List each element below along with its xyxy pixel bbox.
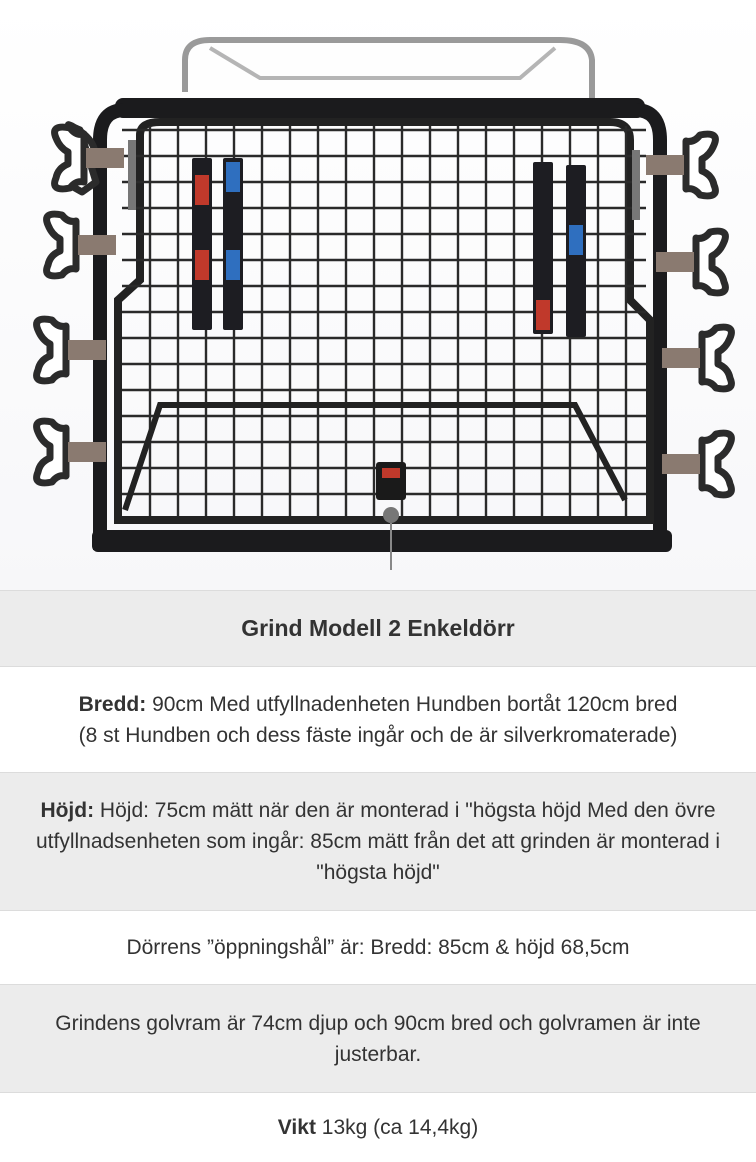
product-title: Grind Modell 2 Enkeldörr (241, 615, 515, 641)
spec-width-row (0, 666, 756, 772)
spec-height-row (0, 772, 756, 910)
spec-floor: Grindens golvram är 74cm djup och 90cm bred och golvramen är inte justerbar. (55, 1011, 701, 1066)
spec-weight-row (0, 1092, 756, 1162)
spec-height-value: Höjd: 75cm mätt när den är monterad i "högsta höjd Med den övre utfyllnadsenheten som ingår: 85cm mätt från det att grinden är monterad i "högsta höjd" (35, 799, 721, 884)
product-title-row (0, 590, 756, 666)
spec-door-row (0, 910, 756, 984)
spec-width (79, 689, 678, 751)
spec-door: Dörrens ”öppningshål” är: Bredd: 85cm & höjd 68,5cm (126, 936, 630, 959)
spec-width-value: 90cm Med utfyllnadenheten Hundben bortåt 120cm bred (8 st Hundben och dess fäste ingår och de är silverkromaterade) (78, 692, 678, 747)
spec-floor-row (0, 984, 756, 1092)
spec-weight (278, 1112, 478, 1143)
spec-width-label: Bredd: (78, 692, 147, 716)
spec-height-label: Höjd: (40, 799, 95, 822)
spec-weight-label: Vikt (277, 1116, 316, 1139)
spec-weight-value: 13kg (ca 14,4kg) (315, 1116, 479, 1139)
spec-height (10, 795, 746, 888)
